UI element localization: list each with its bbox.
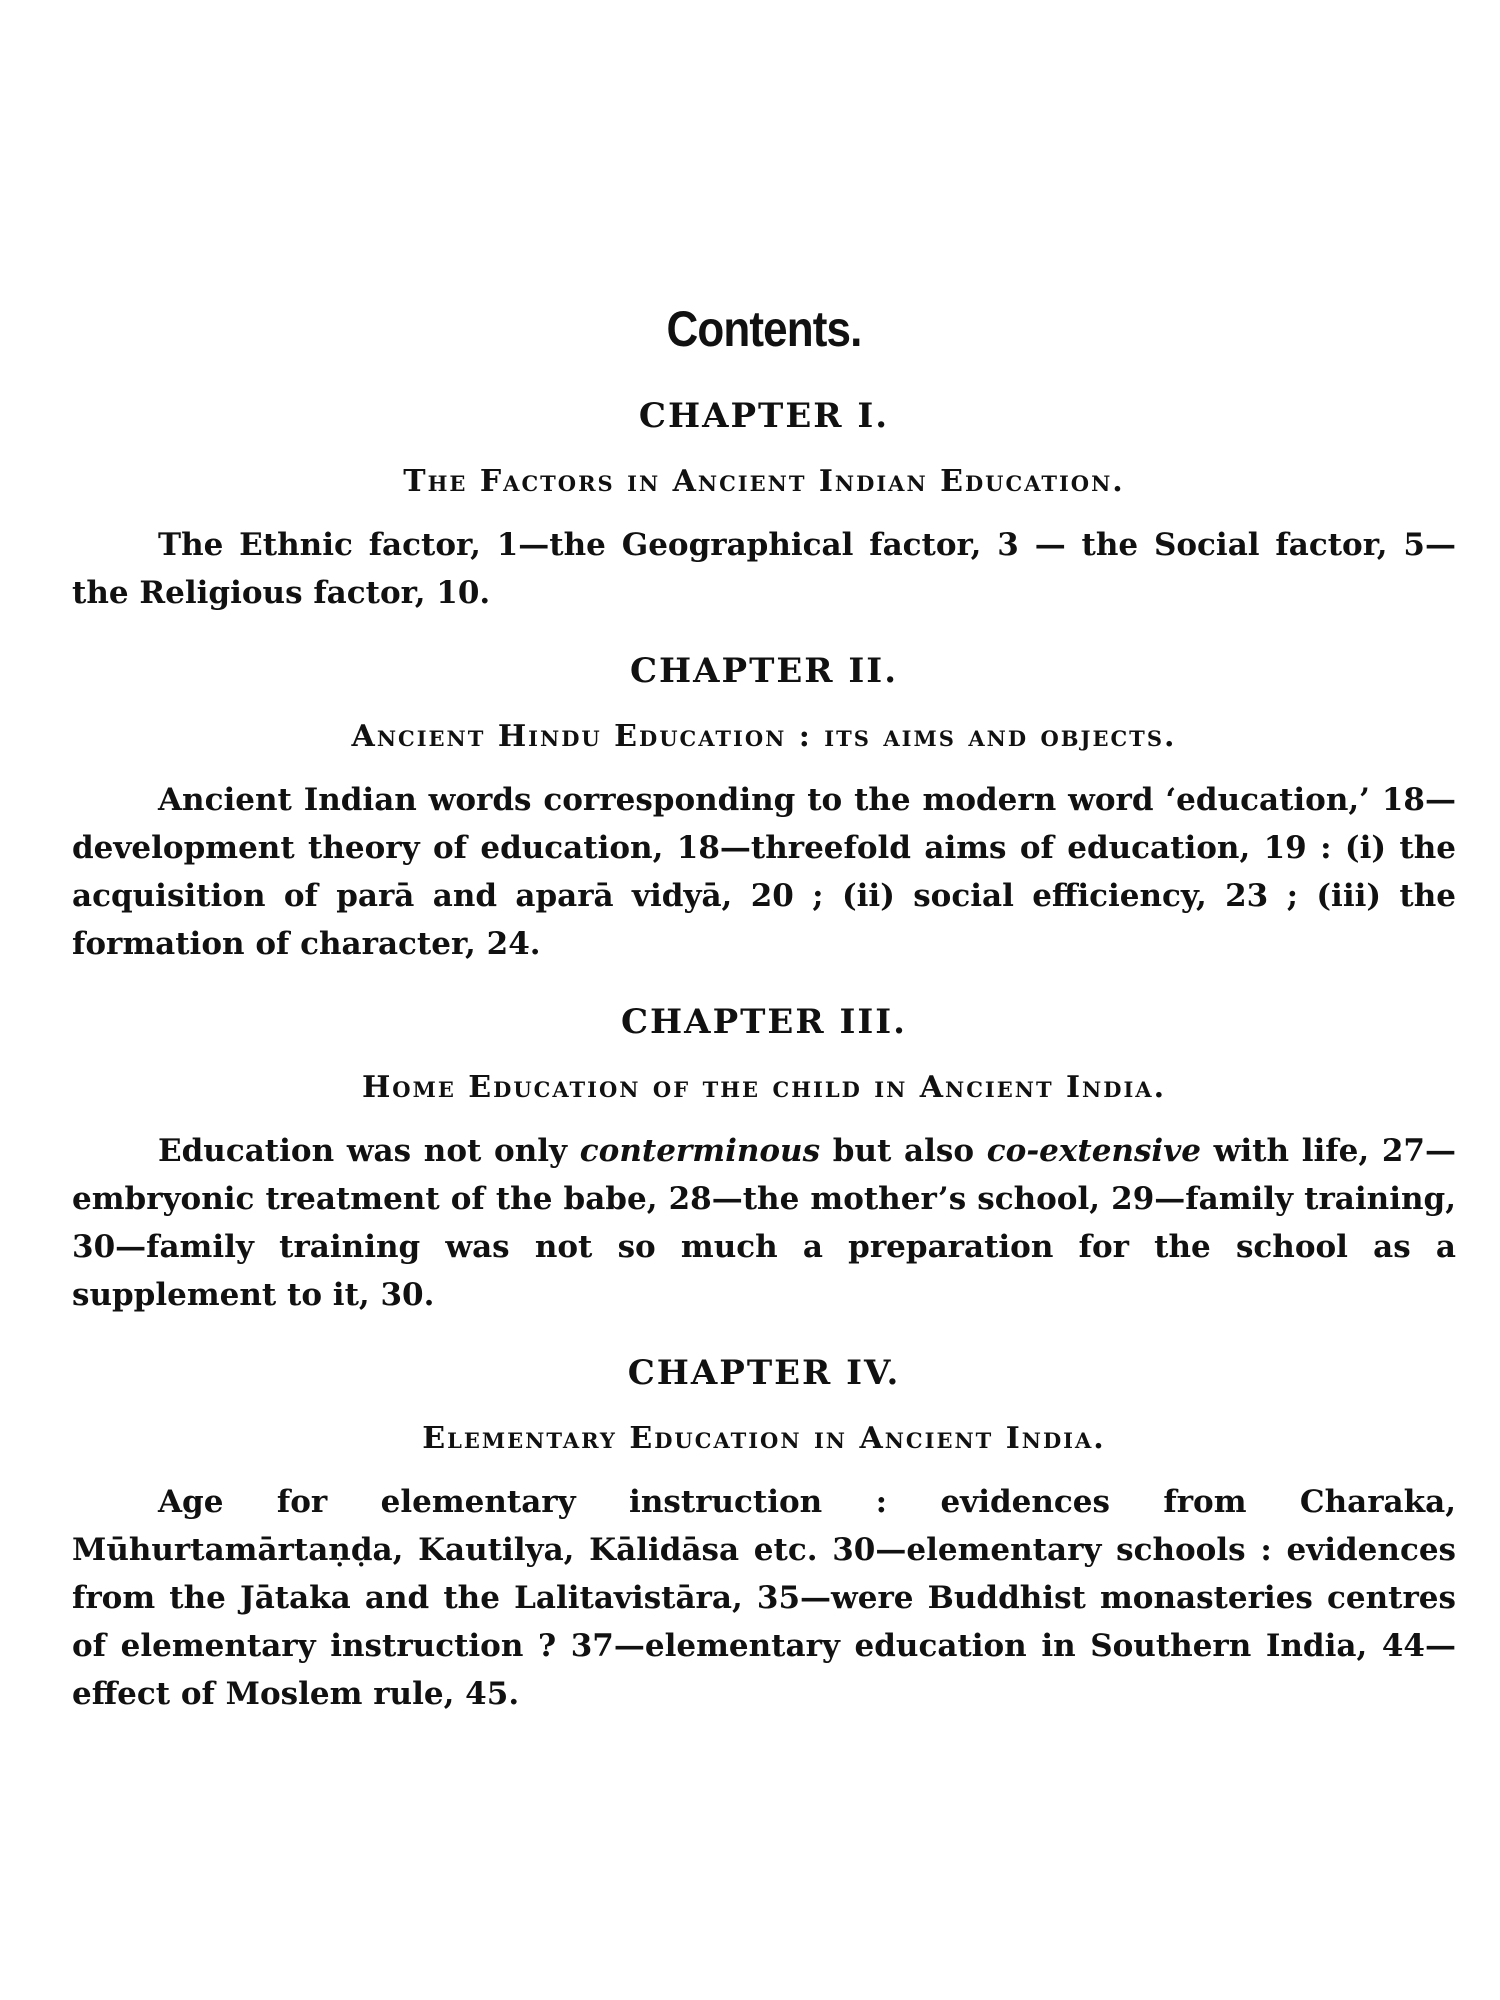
summary-text: Education was not only	[158, 1133, 580, 1169]
chapter-subtitle: Ancient Hindu Education : its aims and objects.	[351, 719, 1177, 754]
chapter-heading: CHAPTER II.	[629, 651, 899, 691]
chapter-4	[72, 1353, 1456, 1718]
chapter-heading: CHAPTER III.	[621, 1002, 907, 1042]
chapter-subtitle: Home Education of the child in Ancient India.	[361, 1070, 1167, 1105]
chapter-summary	[72, 1127, 1456, 1319]
summary-emphasis: conterminous	[579, 1133, 821, 1169]
chapter-summary: Age for elementary instruction : evidences from Charaka, Mūhurtamārtaṇḍa, Kautilya, Kālidāsa etc. 30—elementary schools : evidences from the Jātaka and the Lalitavistāra, 35—were Buddhist monasteries centres of elementary instruction ? 37—elementary education in Southern India, 44—effect of Moslem rule, 45.	[72, 1484, 1456, 1712]
page-title: Contents.	[666, 301, 862, 357]
chapter-summary: Ancient Indian words corresponding to the modern word ‘education,’ 18—development theory of education, 18—threefold aims of education, 19 : (i) the acquisition of parā and aparā vidyā, 20 ; (ii) social efficiency, 23 ; (iii) the formation of character, 24.	[72, 782, 1456, 962]
summary-text: but also	[820, 1133, 987, 1169]
summary-text: with life, 27—embryonic treatment of the babe, 28—the mother’s school, 29—family training, 30—family training was not so much a preparation for the school as a supplement to it, 30.	[72, 1133, 1456, 1313]
chapter-heading: CHAPTER IV.	[627, 1353, 901, 1393]
summary-emphasis: co-extensive	[986, 1133, 1201, 1169]
chapter-3	[72, 1002, 1456, 1319]
chapter-1	[72, 396, 1456, 617]
chapter-summary: The Ethnic factor, 1—the Geographical factor, 3 — the Social factor, 5—the Religious factor, 10.	[72, 527, 1456, 611]
contents-page	[72, 300, 1456, 1752]
chapter-2	[72, 651, 1456, 968]
chapter-subtitle: The Factors in Ancient Indian Education.	[403, 464, 1125, 499]
chapter-subtitle: Elementary Education in Ancient India.	[422, 1421, 1106, 1456]
chapter-heading: CHAPTER I.	[638, 396, 890, 436]
